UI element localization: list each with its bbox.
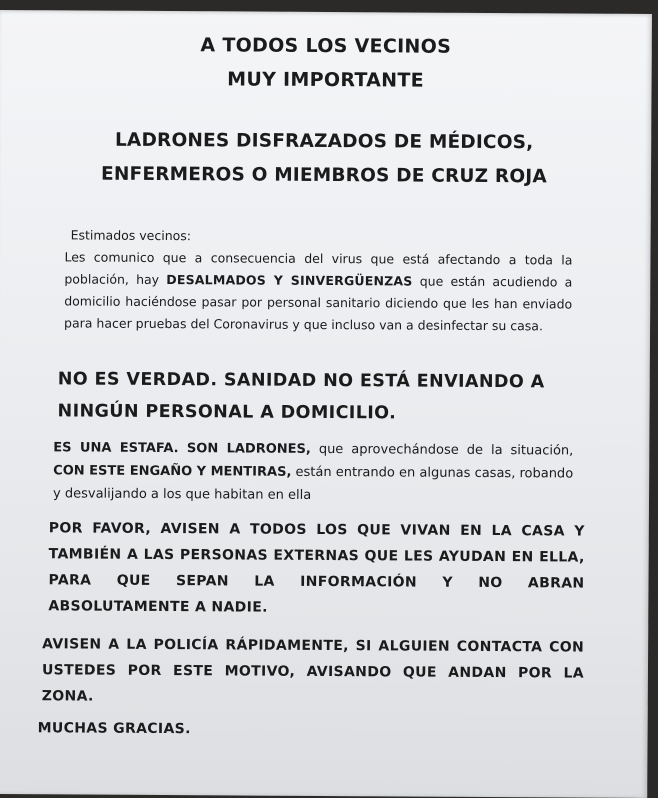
closing-thanks: MUCHAS GRACIAS. bbox=[37, 720, 191, 738]
scam-text-1: que aprovechándose de la situación, bbox=[310, 441, 574, 459]
scam-emphasis-2: CON ESTE ENGAÑO Y MENTIRAS, bbox=[53, 463, 292, 480]
notice-paper bbox=[0, 10, 652, 798]
notice-subtitle-line-2: ENFERMEROS O MIEMBROS DE CRUZ ROJA bbox=[100, 163, 547, 188]
intro-emphasis: DESALMADOS Y SINVERGÜENZAS bbox=[166, 272, 413, 289]
scam-emphasis-1: ES UNA ESTAFA. SON LADRONES, bbox=[53, 440, 311, 457]
intro-paragraph bbox=[64, 246, 573, 337]
intro-text-2: que están acudiendo a domicilio haciéndose pasar por personal sanitario diciendo que les han enviado para hacer pruebas del Coronavirus y que incluso van a desinfectar su casa. bbox=[64, 273, 573, 334]
main-warning: NO ES VERDAD. SANIDAD NO ESTÁ ENVIANDO A NINGÚN PERSONAL A DOMICILIO. bbox=[57, 369, 545, 424]
notice-subtitle-line-1: LADRONES DISFRAZADOS DE MÉDICOS, bbox=[114, 129, 534, 154]
greeting: Estimados vecinos: bbox=[70, 227, 192, 244]
scam-text-2: están entrando en algunas casas, robando y desvalijando a los que habitan en ella bbox=[52, 464, 574, 503]
police-paragraph: AVISEN A LA POLICÍA RÁPIDAMENTE, SI ALGUIEN CONTACTA CON USTEDES POR ESTE MOTIVO, AVISANDO QUE ANDAN POR LA ZONA. bbox=[41, 636, 585, 705]
notice-title-line-2: MUY IMPORTANTE bbox=[227, 68, 425, 92]
request-paragraph: POR FAVOR, AVISEN A TODOS LOS QUE VIVAN EN LA CASA Y TAMBIÉN A LAS PERSONAS EXTERNAS QUE LES AYUDAN EN ELLA, PARA QUE SEPAN LA INFORMACIÓN Y NO ABRAN ABSOLUTAMENTE A NADIE. bbox=[48, 520, 585, 616]
notice-title-line-1: A TODOS LOS VECINOS bbox=[200, 34, 452, 58]
intro-text-1: Les comunico que a consecuencia del virus que está afectando a toda la población, hay bbox=[64, 249, 573, 288]
scam-paragraph bbox=[53, 436, 573, 508]
